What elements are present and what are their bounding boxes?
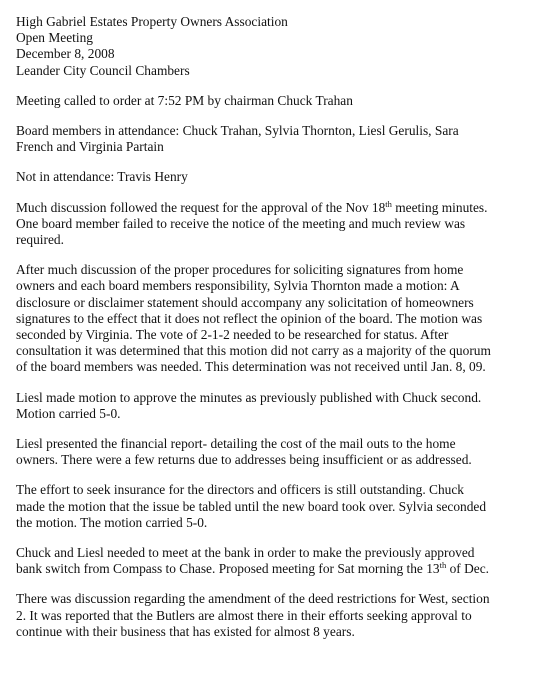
document-header [16,14,532,79]
text-run: meeting minutes. [391,199,488,215]
signatures-motion-line: signatures to the effect that it does not reflect the opinion of the board. The motion was [16,310,483,326]
signatures-motion-line: seconded by Virginia. The vote of 2-1-2 needed to be researched for status. After [16,327,449,343]
financial-report-line: Liesl presented the financial report- detailing the cost of the mail outs to the home [16,436,456,452]
document-page [16,14,532,654]
signatures-motion-line: owners and each board members responsibility, Sylvia Thornton made a motion: A [16,278,460,294]
signatures-motion-line: consultation it was determined that this motion did not carry as a majority of the quorum [16,343,491,359]
minutes-discussion-paragraph [16,200,532,249]
financial-report-line: owners. There were a few returns due to addresses being insufficient or as addressed. [16,452,472,468]
signatures-motion-line: After much discussion of the proper procedures for soliciting signatures from home [16,262,464,278]
call-to-order-paragraph [16,93,532,109]
text-run: Much discussion followed the request for the approval of the Nov 18 [16,199,386,215]
minutes-discussion-line: One board member failed to receive the notice of the meeting and much review was [16,215,466,231]
bank-switch-line: Chuck and Liesl needed to meet at the bank in order to make the previously approved [16,545,475,561]
bank-switch-paragraph [16,545,532,577]
deed-restrictions-line: 2. It was reported that the Butlers are almost there in their efforts seeking approval to [16,607,472,623]
attendance-line: French and Virginia Partain [16,139,164,155]
meeting-date: December 8, 2008 [16,46,115,62]
approve-minutes-line: Motion carried 5-0. [16,405,121,421]
attendance-line: Board members in attendance: Chuck Trahan, Sylvia Thornton, Liesl Gerulis, Sara [16,123,459,139]
insurance-paragraph [16,482,532,531]
approve-minutes-paragraph [16,390,532,422]
ordinal-suffix: th [385,198,392,209]
absent-text: Not in attendance: Travis Henry [16,169,188,185]
bank-switch-line [16,561,532,577]
insurance-line: the motion. The motion carried 5-0. [16,514,208,530]
insurance-line: made the motion that the issue be tabled until the new board took over. Sylvia seconded [16,498,487,514]
ordinal-suffix: th [439,560,447,571]
signatures-motion-paragraph [16,262,532,375]
meeting-location: Leander City Council Chambers [16,62,190,78]
deed-restrictions-paragraph [16,591,532,640]
deed-restrictions-line: There was discussion regarding the amendment of the deed restrictions for West, section [16,591,490,607]
minutes-discussion-line: required. [16,232,64,248]
deed-restrictions-line: continue with their business that has existed for almost 8 years. [16,623,355,639]
financial-report-paragraph [16,436,532,468]
meeting-type: Open Meeting [16,30,93,46]
text-run: bank switch from Compass to Chase. Proposed meeting for Sat morning the 13 [16,561,440,577]
insurance-line: The effort to seek insurance for the directors and officers is still outstanding. Chuck [16,482,464,498]
text-run: of Dec. [446,561,490,577]
attendance-paragraph [16,123,532,155]
absent-paragraph [16,169,532,185]
association-name: High Gabriel Estates Property Owners Association [16,14,288,29]
signatures-motion-line: disclosure or disclaimer statement should accompany any solicitation of homeowners [16,294,474,310]
call-to-order-text: Meeting called to order at 7:52 PM by chairman Chuck Trahan [16,92,353,108]
approve-minutes-line: Liesl made motion to approve the minutes as previously published with Chuck second. [16,389,482,405]
minutes-discussion-line [16,200,532,216]
signatures-motion-line: of the board members was needed. This determination was not received until Jan. 8, 09. [16,359,486,375]
